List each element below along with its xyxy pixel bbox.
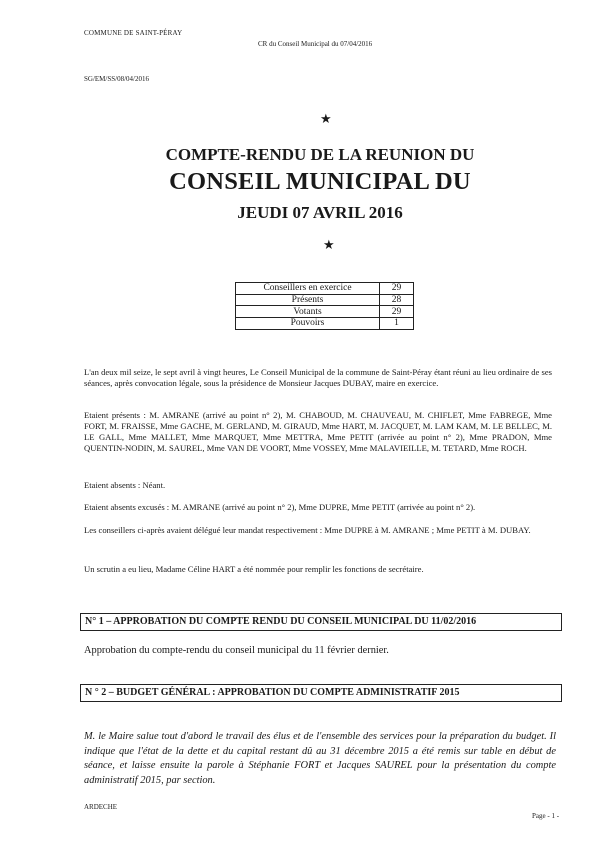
presents-paragraph: Etaient présents : M. AMRANE (arrivé au point n° 2), M. CHABOUD, M. CHAUVEAU, M. CHIFLET, Mme FABREGE, Mme FORT, M. FRAISSE, Mme GACHE, M. GERLAND, M. GIRAUD, Mme HART, M. JACQUET, M. LAM KAM, M. LE BELLEC, M. LE GALL, Mme MALLET, Mme MARQUET, Mme METTRA, Mme PETIT (arrivée au point n° 2), Mme PRADON, Mme QUENTIN-NODIN, M. SAUREL, Mme VAN DE VOORT, Mme VOSSEY, Mme MALAVIEILLE, M. TETARD, Mme ROCH.	[84, 410, 552, 453]
table-row	[236, 306, 414, 318]
proxies-paragraph: Les conseillers ci-après avaient délégué leur mandat respectivement : Mme DUPRE à M. AMRANE ; Mme PETIT à M. DUBAY.	[84, 525, 531, 535]
count-label: Conseillers en exercice	[236, 283, 380, 295]
section-heading-2: N ° 2 – BUDGET GÉNÉRAL : APPROBATION DU COMPTE ADMINISTRATIF 2015	[80, 684, 562, 702]
table-row	[236, 283, 414, 295]
attendance-table	[235, 282, 414, 330]
document-reference: SG/EM/SS/08/04/2016	[84, 75, 149, 83]
count-value: 29	[380, 306, 414, 318]
count-value: 1	[380, 318, 414, 330]
count-label: Votants	[236, 306, 380, 318]
absents-paragraph: Etaient absents : Néant.	[84, 480, 166, 490]
title-line-2: CONSEIL MUNICIPAL DU	[169, 168, 471, 195]
secretary-paragraph: Un scrutin a eu lieu, Madame Céline HART a été nommée pour remplir les fonctions de secrétaire.	[84, 564, 424, 574]
count-value: 28	[380, 294, 414, 306]
report-header: CR du Conseil Municipal du 07/04/2016	[258, 40, 373, 48]
table-row	[236, 294, 414, 306]
section-1-text: Approbation du compte-rendu du conseil municipal du 11 février dernier.	[84, 645, 389, 656]
count-label: Pouvoirs	[236, 318, 380, 330]
commune-header: COMMUNE DE SAINT-PÉRAY	[84, 29, 183, 37]
count-value: 29	[380, 283, 414, 295]
footer-department: ARDECHE	[84, 803, 118, 811]
title-line-1: COMPTE-RENDU DE LA REUNION DU	[165, 145, 475, 164]
title-line-3: JEUDI 07 AVRIL 2016	[237, 203, 403, 222]
excused-paragraph: Etaient absents excusés : M. AMRANE (arrivé au point n° 2), Mme DUPRE, Mme PETIT (arrivée au point n° 2).	[84, 502, 476, 512]
star-ornament-bottom: ★	[323, 237, 335, 252]
count-label: Présents	[236, 294, 380, 306]
section-heading-1: N° 1 – APPROBATION DU COMPTE RENDU DU CONSEIL MUNICIPAL DU 11/02/2016	[80, 613, 562, 631]
section-2-text: M. le Maire salue tout d'abord le travail des élus et de l'ensemble des services pour la préparation du budget. Il indique que l'état de la dette et du capital restant dû au 31 décembre 2015 a été remis sur table en début de séance, et laisse ensuite la parole à Stéphanie FORT et Jacques SAUREL pour la présentation du compte administratif 2015, par section.	[84, 731, 556, 786]
star-ornament-top: ★	[320, 111, 332, 126]
table-row	[236, 318, 414, 330]
intro-paragraph: L'an deux mil seize, le sept avril à vingt heures, Le Conseil Municipal de la commune de Saint-Péray étant réuni au lieu ordinaire de ses séances, après convocation légale, sous la présidence de Monsieur Jacques DUBAY, maire en exercice.	[84, 367, 552, 388]
page-number: Page - 1 -	[532, 812, 560, 820]
